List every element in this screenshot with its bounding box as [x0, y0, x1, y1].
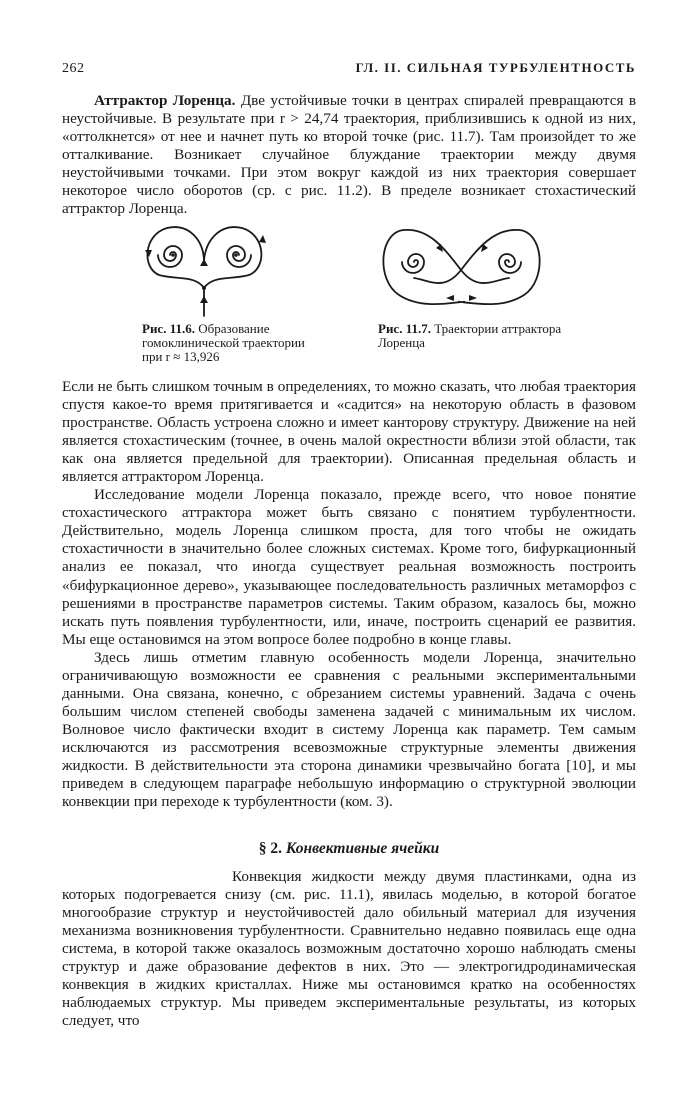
section-number: § 2.	[258, 840, 282, 857]
intro-paragraph	[62, 92, 636, 218]
lorenz-attractor-diagram	[374, 220, 549, 315]
section-name: Конвективные ячейки	[285, 840, 440, 857]
body-paragraphs	[62, 378, 636, 811]
figure-11-6	[137, 220, 272, 320]
intro-heading: Аттрактор Лоренца.	[94, 92, 236, 109]
paragraph-2: Исследование модели Лоренца показало, прежде всего, что новое понятие стохастического аттрактора может быть связано с понятием турбулентности. Действительно, модель Лоренца слишком проста, для того чтобы не ожидать стохастичности в значительно более сложных системах. Кроме того, бифуркационный анализ ее показал, что иногда существует реальная возможность построить «бифуркационное дерево», указывающее последовательность различных метаморфоз с решениями в пространстве параметров системы. Таким образом, казалось бы, можно искать путь появления турбулентности, или, иначе, построить сценарий ее развития. Мы еще остановимся на этом вопросе более подробно в конце главы.	[62, 486, 636, 648]
figure-11-7	[374, 220, 549, 315]
figure-11-6-caption: Рис. 11.6. Образование гомоклинической траектории при r ≈ 13,926	[142, 321, 305, 364]
page-number: 262	[62, 61, 85, 76]
running-head: ГЛ. II. СИЛЬНАЯ ТУРБУЛЕНТНОСТЬ	[355, 60, 636, 75]
figure-11-7-caption: Рис. 11.7. Траектории аттрактора Лоренца	[378, 321, 562, 350]
section-paragraph: Конвекция жидкости между двумя пластинками, одна из которых подогревается снизу (см. рис. 11.1), явилась моделью, в которой богатое многообразие структур и неустойчивостей дало обильный материал для изучения механизма возникновения турбулентности. Сравнительно недавно появилась еще одна система, в которой также оказалось возможным достаточно хорошо наблюдать смены структур и даже образование дефектов в них. Это — электрогидродинамическая конвекция в жидких кристаллах. Ниже мы остановимся кратко на особенностях наблюдаемых структур. Мы приведем экспериментальные результаты, из которых следует, что	[62, 868, 636, 1030]
figures-row	[62, 220, 636, 370]
paragraph-3: Здесь лишь отметим главную особенность модели Лоренца, значительно ограничивающую возможности ее сравнения с реальными экспериментальными данными. Она связана, конечно, с обрезанием системы уравнений. Задача с очень большим числом степеней свободы заменена задачей с минимальным их числом. Волновое число фактически входит в систему Лоренца как параметр. Тем самым исключаются из рассмотрения всевозможные структурные элементы движения жидкости. В действительности эта сторона динамики чрезвычайно богата [10], и мы приведем в следующем параграфе небольшую информацию о структурной эволюции конвекции при переходе к турбулентности (ком. 3).	[62, 648, 636, 811]
section-title	[62, 840, 636, 858]
paragraph-1: Если не быть слишком точным в определениях, то можно сказать, что любая траектория спустя какое-то время притягивается и «садится» на некоторую область в фазовом пространстве. Область устроена сложно и имеет канторову структуру. Движение на ней является стохастическим (точнее, в очень малой окрестности вблизи этой области, так как она является предельной для траектории). Описанная предельная область и является аттрактором Лоренца.	[62, 378, 636, 486]
homoclinic-orbit-diagram	[137, 220, 272, 320]
page-header	[62, 60, 636, 77]
intro-text: Две устойчивые точки в центрах спиралей превращаются в неустойчивые. В результате при r > 24,74 траектория, приблизившись к одной из них, «оттолкнется» от нее и начнет путь ко второй точке (рис. 11.7). Там произойдет то же отталкивание. Возникает случайное блуждание траектории между двумя неустойчивыми точками. При этом вокруг каждой из них траектория совершает некоторое число оборотов (ср. с рис. 11.2). В пределе возникает стохастический аттрактор Лоренца.	[62, 92, 636, 218]
section-body	[62, 868, 636, 1030]
